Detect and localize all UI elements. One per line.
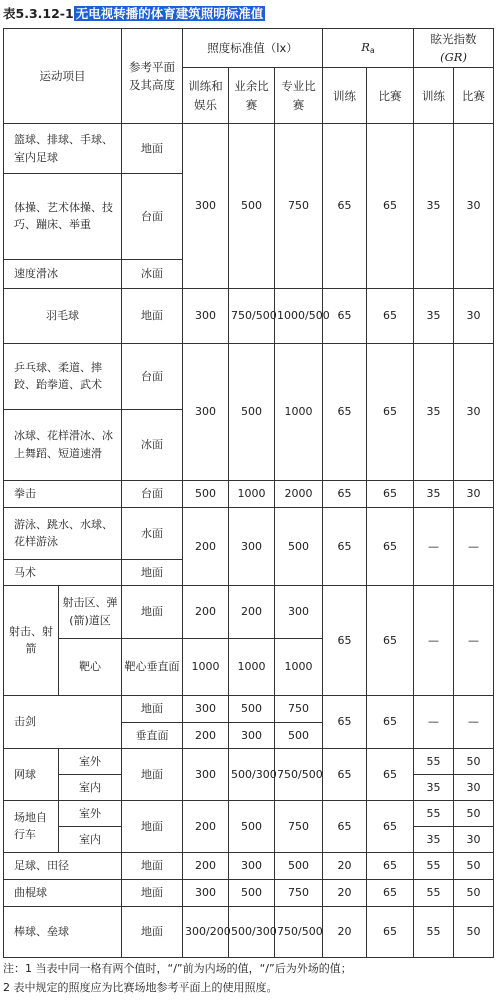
value-cell: 300 [229, 507, 275, 585]
value-cell: 500/300 [229, 748, 275, 800]
value-cell: 55 [414, 800, 454, 826]
sport-cell: 篮球、排球、手球、室内足球 [4, 124, 122, 174]
header-sport: 运动项目 [4, 29, 122, 124]
value-cell: 500 [183, 480, 229, 507]
plane-cell: 地面 [122, 906, 183, 957]
value-cell: 55 [414, 906, 454, 957]
plane-cell: 台面 [122, 480, 183, 507]
value-cell: 65 [323, 748, 367, 800]
plane-cell: 台面 [122, 343, 183, 410]
plane-cell: 地面 [122, 585, 183, 638]
sport-cell: 网球 [4, 748, 59, 800]
sport-cell: 射击、射箭 [4, 585, 59, 695]
sub-sport-cell: 射击区、弹(箭)道区 [59, 585, 122, 638]
sub-sport-cell: 靶心 [59, 638, 122, 695]
sport-cell: 速度滑冰 [4, 259, 122, 288]
table-notes [3, 959, 352, 997]
value-cell: 65 [367, 480, 414, 507]
value-cell: 750 [275, 695, 323, 722]
header-ra-col: 训练 [323, 68, 367, 124]
header-ref-plane: 参考平面及其高度 [122, 29, 183, 124]
sub-sport-cell: 室外 [59, 748, 122, 774]
header-glare [414, 29, 494, 68]
ra-symbol: R [361, 40, 370, 55]
value-cell: 65 [323, 507, 367, 585]
lighting-standard-table [3, 28, 494, 958]
header-gr-col: 训练 [414, 68, 454, 124]
plane-cell: 地面 [122, 879, 183, 906]
value-cell: 300 [183, 124, 229, 288]
plane-cell: 地面 [122, 695, 183, 722]
note-line: 注：1 当表中同一格有两个值时，“/”前为内场的值，“/”后为外场的值； [3, 962, 352, 975]
header-ra [323, 29, 414, 68]
value-cell: 20 [323, 879, 367, 906]
value-cell: 300 [275, 585, 323, 638]
value-cell: 500/300 [229, 906, 275, 957]
sport-cell: 冰球、花样滑冰、冰上舞蹈、短道速滑 [4, 410, 122, 481]
value-cell: 500 [275, 723, 323, 749]
value-cell: 55 [414, 852, 454, 879]
header-ra-col: 比赛 [367, 68, 414, 124]
header-illuminance: 照度标准值（lx） [183, 29, 323, 68]
plane-cell: 地面 [122, 748, 183, 800]
plane-cell: 地面 [122, 288, 183, 343]
plane-cell: 冰面 [122, 410, 183, 481]
sport-cell: 游泳、跳水、水球、花样游泳 [4, 507, 122, 559]
sport-cell: 曲棍球 [4, 879, 122, 906]
header-illum-col: 专业比赛 [275, 68, 323, 124]
sport-cell: 击剑 [4, 695, 122, 748]
value-cell: 65 [367, 800, 414, 852]
value-cell: — [454, 585, 494, 695]
value-cell: 30 [454, 774, 494, 800]
sport-cell: 马术 [4, 559, 122, 585]
plane-cell: 地面 [122, 800, 183, 852]
value-cell: — [454, 695, 494, 748]
value-cell: 300 [183, 879, 229, 906]
value-cell: 65 [367, 879, 414, 906]
plane-cell: 台面 [122, 174, 183, 259]
sport-cell: 羽毛球 [4, 288, 122, 343]
value-cell: 65 [367, 748, 414, 800]
value-cell: 65 [323, 480, 367, 507]
value-cell: 300 [183, 748, 229, 800]
value-cell: 35 [414, 343, 454, 480]
value-cell: 750 [275, 879, 323, 906]
glare-label: 眩光指数 [430, 31, 477, 46]
value-cell: 1000 [229, 638, 275, 695]
value-cell: 65 [367, 507, 414, 585]
value-cell: 500 [229, 800, 275, 852]
value-cell: 65 [323, 585, 367, 695]
value-cell: 300 [229, 852, 275, 879]
value-cell: 500 [275, 852, 323, 879]
value-cell: 1000 [275, 343, 323, 480]
value-cell: 750/500 [229, 288, 275, 343]
value-cell: 500 [229, 879, 275, 906]
value-cell: 65 [367, 695, 414, 748]
ra-subscript: a [369, 46, 375, 56]
plane-cell: 垂直面 [122, 723, 183, 749]
value-cell: 1000/500 [275, 288, 323, 343]
header-gr-col: 比赛 [454, 68, 494, 124]
value-cell: 2000 [275, 480, 323, 507]
value-cell: 65 [323, 124, 367, 288]
value-cell: 50 [454, 748, 494, 774]
value-cell: 300 [183, 343, 229, 480]
value-cell: — [414, 585, 454, 695]
value-cell: 65 [367, 852, 414, 879]
value-cell: — [414, 507, 454, 585]
value-cell: 200 [229, 585, 275, 638]
value-cell: 50 [454, 800, 494, 826]
value-cell: 55 [414, 748, 454, 774]
value-cell: 20 [323, 852, 367, 879]
note-line: 2 表中规定的照度应为比赛场地参考平面上的使用照度。 [3, 981, 278, 994]
table-title [3, 4, 265, 24]
table-title-text: 无电视转播的体育建筑照明标准值 [75, 6, 264, 21]
value-cell: 300/200 [183, 906, 229, 957]
value-cell: 35 [414, 480, 454, 507]
value-cell: 65 [323, 343, 367, 480]
value-cell: 300 [183, 695, 229, 722]
value-cell: 35 [414, 124, 454, 288]
value-cell: 500 [229, 343, 275, 480]
value-cell: 35 [414, 774, 454, 800]
sport-cell: 拳击 [4, 480, 122, 507]
header-illum-col: 训练和娱乐 [183, 68, 229, 124]
value-cell: 1000 [229, 480, 275, 507]
value-cell: 35 [414, 288, 454, 343]
value-cell: 300 [183, 288, 229, 343]
value-cell: 200 [183, 800, 229, 852]
value-cell: 1000 [183, 638, 229, 695]
sub-sport-cell: 室外 [59, 800, 122, 826]
sub-sport-cell: 室内 [59, 774, 122, 800]
value-cell: 1000 [275, 638, 323, 695]
plane-cell: 靶心垂直面 [122, 638, 183, 695]
value-cell: 65 [367, 288, 414, 343]
sport-cell: 棒球、垒球 [4, 906, 122, 957]
value-cell: 750/500 [275, 748, 323, 800]
sport-cell: 足球、田径 [4, 852, 122, 879]
value-cell: 30 [454, 124, 494, 288]
plane-cell: 水面 [122, 507, 183, 559]
value-cell: 200 [183, 852, 229, 879]
value-cell: 750/500 [275, 906, 323, 957]
value-cell: — [414, 695, 454, 748]
value-cell: 750 [275, 800, 323, 852]
plane-cell: 地面 [122, 124, 183, 174]
glare-symbol: (GR) [440, 50, 467, 65]
table-number: 表5.3.12-1 [3, 6, 74, 21]
plane-cell: 地面 [122, 559, 183, 585]
value-cell: 50 [454, 906, 494, 957]
value-cell: 300 [229, 723, 275, 749]
sport-cell: 场地自行车 [4, 800, 59, 852]
value-cell: 65 [367, 343, 414, 480]
value-cell: 750 [275, 124, 323, 288]
value-cell: 65 [367, 124, 414, 288]
value-cell: 200 [183, 723, 229, 749]
value-cell: 30 [454, 826, 494, 852]
value-cell: 65 [323, 695, 367, 748]
value-cell: — [454, 507, 494, 585]
sport-cell: 乒乓球、柔道、摔跤、跆拳道、武术 [4, 343, 122, 410]
header-illum-col: 业余比赛 [229, 68, 275, 124]
value-cell: 30 [454, 343, 494, 480]
value-cell: 30 [454, 480, 494, 507]
value-cell: 20 [323, 906, 367, 957]
value-cell: 500 [275, 507, 323, 585]
sub-sport-cell: 室内 [59, 826, 122, 852]
value-cell: 200 [183, 507, 229, 585]
plane-cell: 冰面 [122, 259, 183, 288]
value-cell: 50 [454, 879, 494, 906]
value-cell: 35 [414, 826, 454, 852]
plane-cell: 地面 [122, 852, 183, 879]
value-cell: 55 [414, 879, 454, 906]
value-cell: 500 [229, 124, 275, 288]
value-cell: 500 [229, 695, 275, 722]
value-cell: 65 [323, 800, 367, 852]
value-cell: 50 [454, 852, 494, 879]
value-cell: 65 [367, 585, 414, 695]
value-cell: 65 [323, 288, 367, 343]
value-cell: 30 [454, 288, 494, 343]
value-cell: 200 [183, 585, 229, 638]
sport-cell: 体操、艺术体操、技巧、蹦床、举重 [4, 174, 122, 259]
value-cell: 65 [367, 906, 414, 957]
